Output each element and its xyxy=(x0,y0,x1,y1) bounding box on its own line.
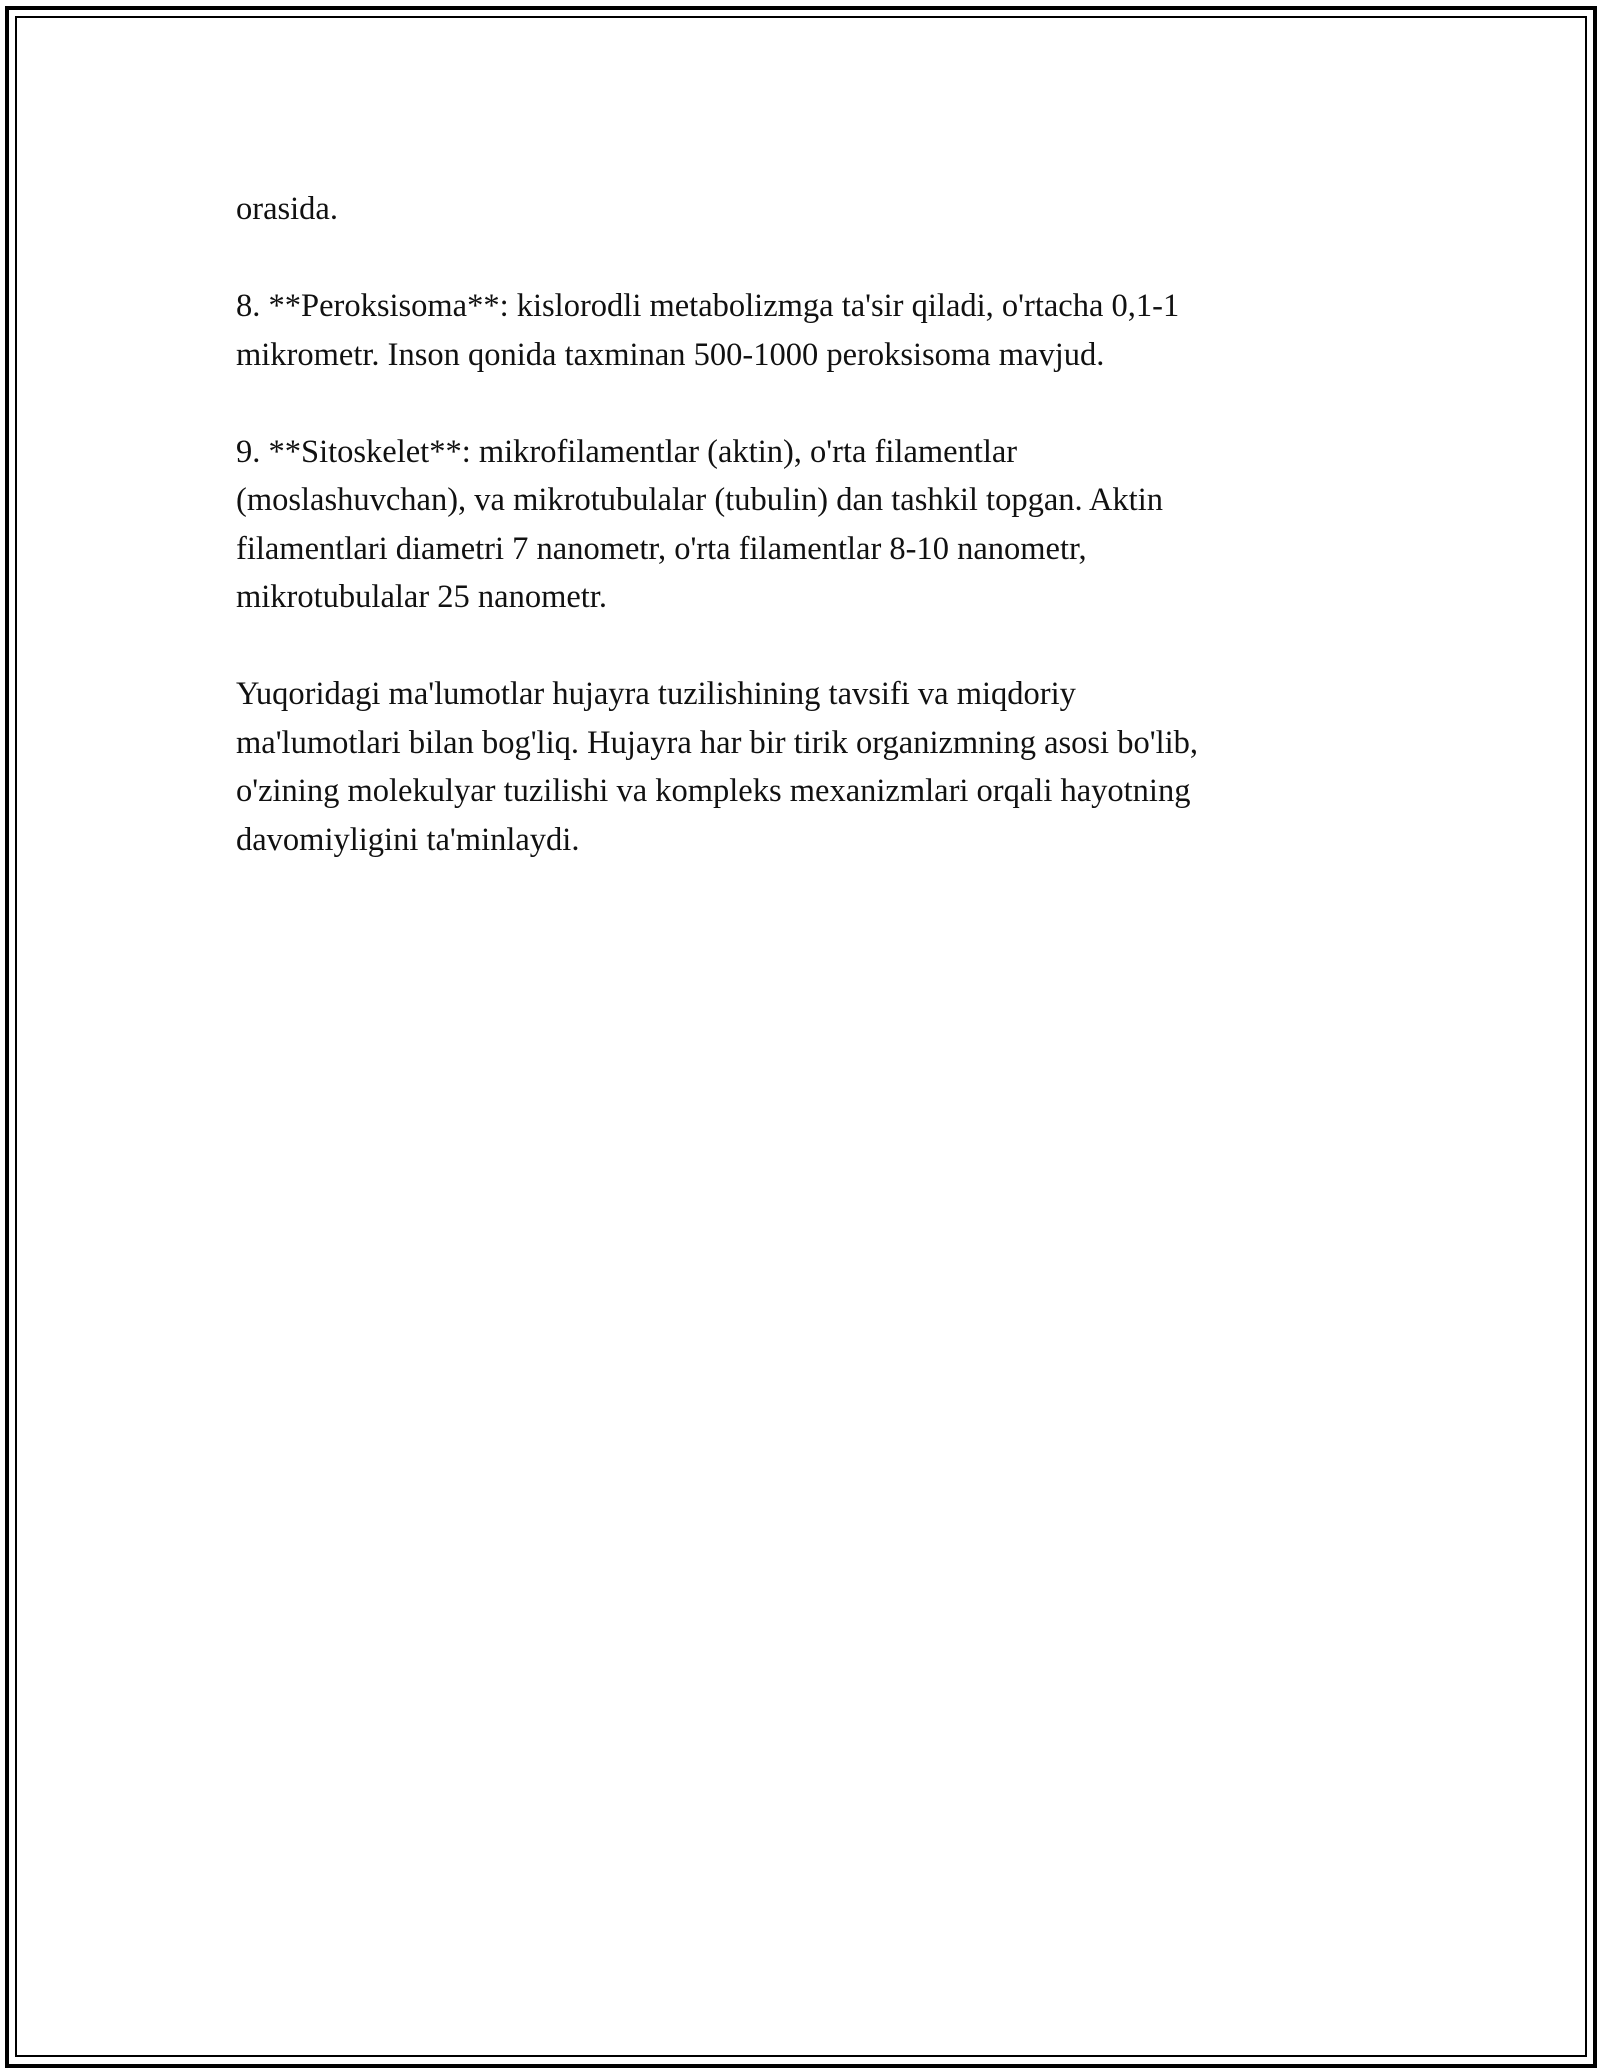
text-line: mikrotubulalar 25 nanometr. xyxy=(236,579,607,615)
paragraph-peroxisome xyxy=(236,282,1356,379)
text-line: (moslashuvchan), va mikrotubulalar (tubulin) dan tashkil topgan. Aktin xyxy=(236,482,1163,518)
paragraph-summary xyxy=(236,670,1356,864)
text-line: davomiyligini ta'minlaydi. xyxy=(236,821,580,858)
text-line: 9. **Sitoskelet**: mikrofilamentlar (aktin), o'rta filamentlar xyxy=(236,433,1018,470)
text-line: Yuqoridagi ma'lumotlar hujayra tuzilishining tavsifi va miqdoriy xyxy=(236,676,1076,712)
text-line: mikrometr. Inson qonida taxminan 500-1000 peroksisoma mavjud. xyxy=(236,336,1105,373)
text-line: orasida. xyxy=(236,191,338,227)
paragraph-cytoskeleton xyxy=(236,428,1356,622)
text-line: filamentlari diametri 7 nanometr, o'rta filamentlar 8-10 nanometr, xyxy=(236,530,1087,567)
text-line: 8. **Peroksisoma**: kislorodli metabolizmga ta'sir qiladi, o'rtacha 0,1-1 xyxy=(236,288,1180,324)
text-line: ma'lumotlari bilan bog'liq. Hujayra har bir tirik organizmning asosi bo'lib, xyxy=(236,724,1199,761)
text-line: o'zining molekulyar tuzilishi va kompleks mexanizmlari orqali hayotning xyxy=(236,773,1191,809)
paragraph-continuation xyxy=(236,185,1356,234)
document-body xyxy=(236,185,1356,864)
